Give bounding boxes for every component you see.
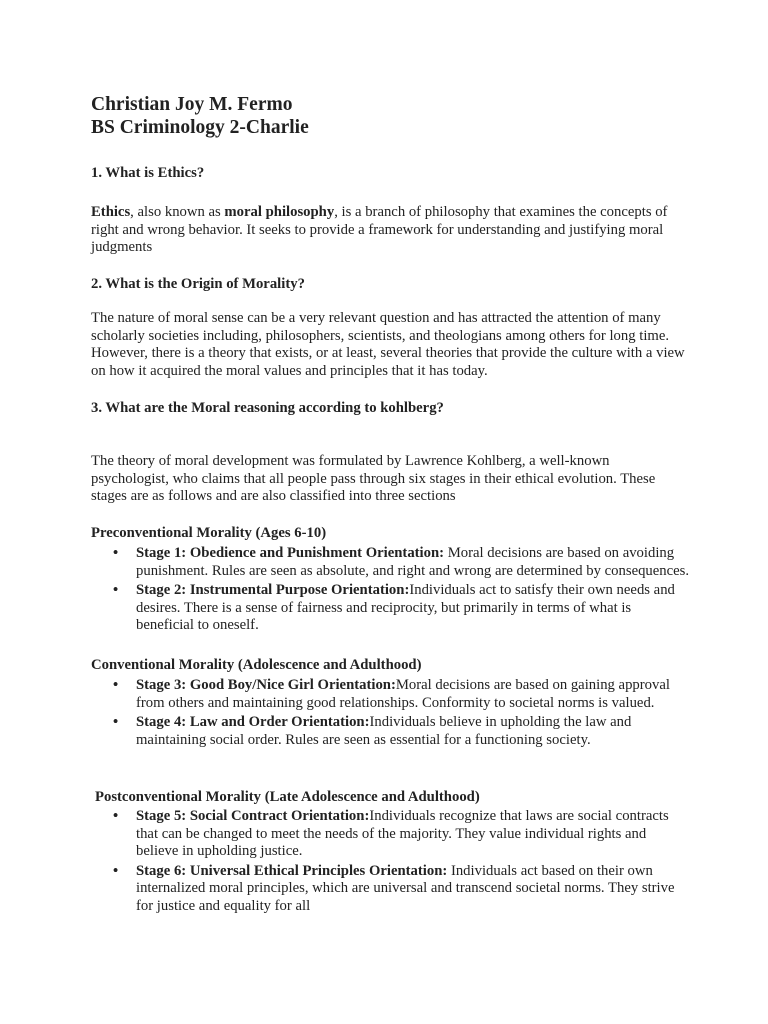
section-preconventional-list bbox=[91, 545, 691, 637]
bullet-icon: • bbox=[113, 862, 119, 879]
stage-label: Stage 2: Instrumental Purpose Orientation: bbox=[136, 582, 410, 599]
bullet-icon: • bbox=[113, 808, 119, 824]
author-name: Christian Joy M. Fermo bbox=[91, 94, 293, 115]
section-postconventional-title: Postconventional Morality (Late Adolescence and Adulthood) bbox=[95, 789, 480, 805]
list-item bbox=[91, 863, 691, 916]
question-1-heading: 1. What is Ethics? bbox=[91, 165, 205, 181]
bullet-icon: • bbox=[113, 714, 119, 731]
stage-text: Moral decisions are based on gaining approval from others and maintaining good relationships. Conformity to societal norms is valued. bbox=[136, 677, 670, 711]
answer-2-paragraph: The nature of moral sense can be a very relevant question and has attracted the attention of many scholarly societies including, philosophers, scientists, and theologians among others for long time. However, there is a theory that exists, or at least, several theories that provide the culture with a view on how it acquired the moral values and principles that it has today. bbox=[91, 310, 685, 379]
question-2-heading: 2. What is the Origin of Morality? bbox=[91, 276, 305, 292]
stage-text: Individuals act based on their own internalized moral principles, which are universal and transcend societal norms. They strive for justice and equality for all bbox=[136, 862, 675, 914]
stage-text: Moral decisions are based on avoiding punishment. Rules are seen as absolute, and right and wrong are determined by consequences. bbox=[136, 545, 690, 579]
answer-3-paragraph: The theory of moral development was formulated by Lawrence Kohlberg, a well-known psychologist, who claims that all people pass through six stages in their ethical evolution. These stages are as follows and are also classified into three sections bbox=[91, 453, 656, 505]
section-postconventional-list bbox=[91, 808, 691, 918]
stage-label: Stage 6: Universal Ethical Principles Orientation: bbox=[136, 862, 448, 879]
stage-text: Individuals act to satisfy their own needs and desires. There is a sense of fairness and reciprocity, but primarily in terms of what is beneficial to oneself. bbox=[136, 582, 675, 634]
section-conventional-list bbox=[91, 677, 691, 751]
bullet-icon: • bbox=[113, 582, 119, 599]
answer-1-text-b: , is a branch of philosophy that examines the concepts of right and wrong behavior. It seeks to provide a framework for understanding and justifying moral judgments bbox=[91, 204, 668, 256]
stage-text: Individuals recognize that laws are social contracts that can be changed to meet the needs of the majority. They value individual rights and believe in upholding justice. bbox=[136, 808, 669, 860]
course-section: BS Criminology 2-Charlie bbox=[91, 117, 309, 138]
list-item bbox=[91, 714, 691, 749]
stage-label: Stage 3: Good Boy/Nice Girl Orientation: bbox=[136, 677, 396, 693]
stage-text: Individuals believe in upholding the law and maintaining social order. Rules are seen as essential for a functioning society. bbox=[136, 714, 632, 748]
question-3-heading: 3. What are the Moral reasoning according to kohlberg? bbox=[91, 400, 444, 416]
term-moral-philosophy: moral philosophy bbox=[224, 204, 335, 220]
document-header bbox=[91, 93, 309, 139]
stage-label: Stage 4: Law and Order Orientation: bbox=[136, 714, 370, 731]
bullet-icon: • bbox=[113, 677, 119, 693]
list-item bbox=[91, 545, 691, 580]
term-ethics: Ethics bbox=[91, 204, 131, 220]
section-conventional-title: Conventional Morality (Adolescence and Adulthood) bbox=[91, 657, 422, 673]
section-preconventional-title: Preconventional Morality (Ages 6-10) bbox=[91, 525, 327, 541]
list-item bbox=[91, 677, 691, 712]
answer-1-text-a: , also known as bbox=[130, 204, 225, 220]
bullet-icon: • bbox=[113, 545, 119, 561]
list-item bbox=[91, 582, 691, 635]
stage-label: Stage 1: Obedience and Punishment Orientation: bbox=[136, 545, 445, 561]
answer-1-paragraph bbox=[91, 204, 691, 257]
stage-label: Stage 5: Social Contract Orientation: bbox=[136, 808, 370, 824]
list-item bbox=[91, 808, 691, 861]
